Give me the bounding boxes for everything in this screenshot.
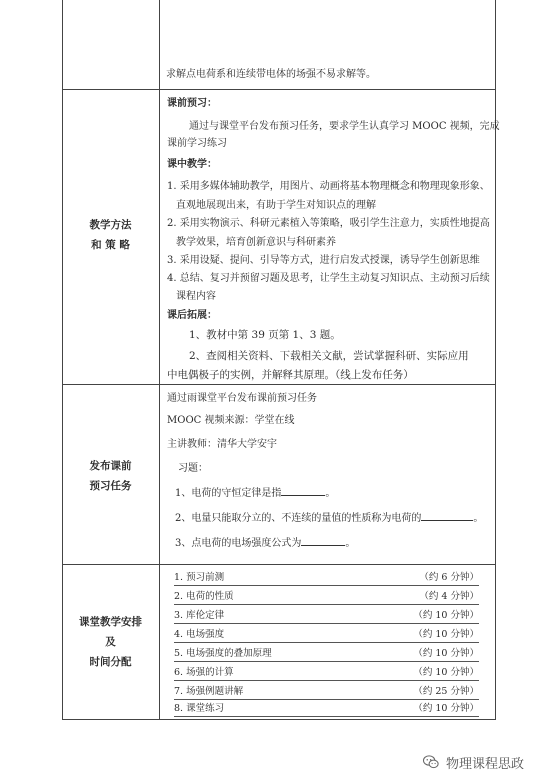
wechat-icon — [422, 753, 440, 771]
schedule-item-name: 4. 电场强度 — [174, 629, 225, 640]
question-2-text: 2、电量只能取分立的、不连续的量值的性质称为电荷的 — [175, 513, 422, 524]
in-class-item: 教学效果，培育创新意识与科研素养 — [176, 237, 336, 248]
schedule-item-name: 6. 场强的计算 — [174, 667, 234, 678]
schedule-item — [174, 685, 479, 700]
question-1-text: 1、电荷的守恒定律是指 — [175, 488, 282, 499]
schedule-item-name: 8. 课堂练习 — [174, 703, 225, 714]
schedule-item-time: （约 10 分钟） — [413, 610, 479, 621]
pre-class-line: 课前学习练习 — [167, 138, 227, 149]
in-class-item: 4. 总结、复习并预留习题及思考，让学生主动复习知识点、主动预习后续 — [167, 273, 490, 284]
exercise-label: 习题： — [178, 463, 208, 474]
question-3-end: 。 — [345, 538, 356, 549]
methods-label — [62, 215, 159, 255]
pre-class-heading: 课前预习： — [167, 98, 217, 109]
in-class-item: 直观地展现出来，有助于学生对知识点的理解 — [176, 200, 376, 211]
answer-blank — [281, 484, 325, 496]
mooc-source: MOOC 视频来源：学堂在线 — [167, 415, 295, 426]
schedule-item-name: 2. 电荷的性质 — [174, 591, 234, 602]
watermark — [422, 751, 524, 773]
question-2 — [175, 509, 483, 526]
row-divider — [62, 384, 496, 385]
schedule-item-time: （约 4 分钟） — [419, 591, 479, 602]
row-divider — [62, 89, 496, 90]
methods-label-line2: 和 策 略 — [91, 239, 130, 251]
schedule-item-name: 1. 预习前测 — [174, 572, 225, 583]
schedule-item-time: （约 6 分钟） — [419, 572, 479, 583]
schedule-item-time: （约 10 分钟） — [413, 703, 479, 714]
schedule-item-time: （约 10 分钟） — [413, 648, 479, 659]
schedule-item — [174, 571, 479, 586]
question-3 — [175, 534, 355, 551]
question-1-end: 。 — [325, 488, 336, 499]
post-class-heading: 课后拓展： — [167, 310, 217, 321]
table-right-border — [495, 0, 496, 720]
table-bottom-border — [62, 719, 496, 720]
preview-label-line2: 预习任务 — [89, 480, 132, 492]
answer-blank — [301, 534, 345, 546]
post-class-line: 1、教材中第 39 页第 1、3 题。 — [189, 329, 341, 341]
lesson-plan-table — [62, 0, 500, 720]
schedule-item — [174, 702, 479, 717]
schedule-item — [174, 647, 479, 662]
schedule-item — [174, 590, 479, 605]
in-class-heading: 课中教学： — [167, 159, 217, 170]
methods-label-line1: 教学方法 — [89, 219, 132, 231]
question-2-end: 。 — [473, 513, 484, 524]
schedule-item-name: 7. 场强例题讲解 — [174, 686, 244, 697]
pre-class-line: 通过与课堂平台发布预习任务，要求学生认真学习 MOOC 视频，完成 — [189, 121, 500, 132]
schedule-item-name: 3. 库伦定律 — [174, 610, 225, 621]
in-class-item: 3. 采用设疑、提问、引导等方式，进行启发式授课，诱导学生创新思维 — [167, 255, 480, 266]
schedule-item — [174, 609, 479, 624]
question-3-text: 3、点电荷的电场强度公式为 — [175, 538, 302, 549]
schedule-label — [62, 612, 159, 672]
preview-line: 通过雨课堂平台发布课前预习任务 — [167, 393, 317, 404]
in-class-item: 2. 采用实物演示、科研元素植入等策略，吸引学生注意力，实质性地提高 — [167, 218, 490, 229]
answer-blank — [421, 509, 473, 521]
post-class-line: 2、查阅相关资料、下载相关文献，尝试掌握科研、实际应用 — [189, 350, 469, 362]
schedule-item-time: （约 10 分钟） — [413, 629, 479, 640]
schedule-label-line1: 课堂教学安排 — [79, 616, 142, 628]
schedule-item — [174, 628, 479, 643]
schedule-item-time: （约 25 分钟） — [413, 686, 479, 697]
schedule-label-line2: 及 — [105, 636, 116, 648]
schedule-item-name: 5. 电场强度的叠加原理 — [174, 648, 272, 659]
schedule-label-line3: 时间分配 — [89, 656, 132, 668]
watermark-text: 物理课程思政 — [446, 756, 525, 772]
lecturer: 主讲教师：清华大学安宇 — [167, 439, 277, 450]
preview-label — [62, 456, 159, 496]
preview-label-line1: 发布课前 — [89, 460, 132, 472]
post-class-line: 中电偶极子的实例，并解释其原理。（线上发布任务） — [167, 369, 414, 381]
row-divider — [62, 564, 496, 565]
table-column-divider — [159, 0, 160, 720]
schedule-item — [174, 666, 479, 681]
in-class-item: 课程内容 — [176, 291, 216, 302]
top-row-text: 求解点电荷系和连续带电体的场强不易求解等。 — [166, 69, 376, 80]
schedule-item-time: （约 10 分钟） — [413, 667, 479, 678]
in-class-item: 1. 采用多媒体辅助教学，用图片、动画将基本物理概念和物理现象形象、 — [167, 181, 490, 192]
question-1 — [175, 484, 335, 501]
